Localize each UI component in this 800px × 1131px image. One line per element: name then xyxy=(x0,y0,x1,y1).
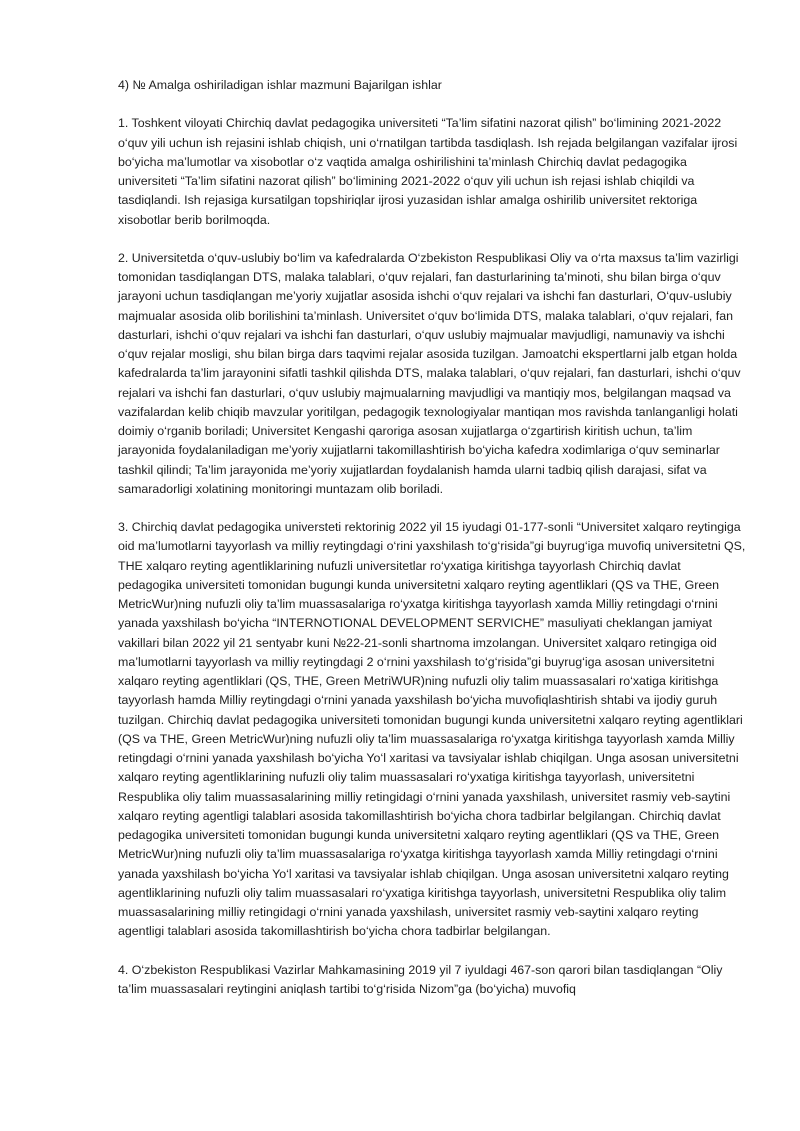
paragraph-4: 4. O‘zbekiston Respublikasi Vazirlar Mahkamasining 2019 yil 7 iyuldagi 467-son qarori bilan tasdiqlangan “Oliy ta’lim muassasalari reytingini aniqlash tartibi to‘g‘risida Nizom”ga (bo‘yicha) muvofiq xyxy=(118,962,723,996)
section-heading: 4) № Amalga oshiriladigan ishlar mazmuni Bajarilgan ishlar xyxy=(118,78,442,92)
paragraph-3: 3. Chirchiq davlat pedagogika universteti rektorinig 2022 yil 15 iyudagi 01-177-sonli “Universitet xalqaro reytingiga oid ma’lumotlarni tayyorlash va milliy reytingdagi o‘rini yaxshilash to‘g‘risida”gi buyrug‘iga muvofiq universitetni QS, THE xalqaro reyting agentliklarining nufuzli universitetlar ro‘yxatiga kiritishga tayyorlash Chirchiq davlat pedagogika universiteti tomonidan bugungi kunda universitetni xalqaro reyting agentliklari (QS va THE, Green MetricWur)ning nufuzli oliy ta’lim muassasalariga ro‘yxatga kiritishga tayyorlash xamda Milliy retingdagi o‘rnini yanada yaxshilash bo‘yicha “INTERNOTIONAL DEVELOPMENT SERVICHE” masuliyati cheklangan jamiyat vakillari bilan 2022 yil 21 sentyabr kuni №22-21-sonli shartnoma imzolangan. Universitet xalqaro retingiga oid ma’lumotlarni tayyorlash va milliy reytingdagi 2 o‘rnini yaxshilash to‘g‘risida”gi buyrug‘iga asosan universitetni xalqaro reyting agentliklari (QS, THE, Green MetriWUR)ning nufuzli oliy talim muassasalari ro‘xatiga kiritishga tayyorlash hamda Milliy reytingdagi o‘rnini yanada yaxshilash bo‘yicha muvofiqlashtirish shtabi va ijodiy guruh tuzilgan. Chirchiq davlat pedagogika universiteti tomonidan bugungi kunda universitetni xalqaro reyting agentliklari (QS va THE, Green MetricWur)ning nufuzli oliy ta’lim muassasalariga ro‘yxatga kiritishga tayyorlash xamda Milliy retingdagi o‘rnini yanada yaxshilash bo‘yicha Yo‘l xaritasi va tavsiyalar ishlab chiqilgan. Unga asosan universitetni xalqaro reyting agentliklarining nufuzli oliy talim muassasalari ro‘yxatiga kiritishga tayyorlash, universitetni Respublika oliy talim muassasalarining milliy retingidagi o‘rnini yanada yaxshilash, universitet rasmiy veb-saytini xalqaro reyting agentligi talablari asosida takomillashtirish bo‘yicha chora tadbirlar belgilangan. Chirchiq davlat pedagogika universiteti tomonidan bugungi kunda universitetni xalqaro reyting agentliklari (QS va THE, Green MetricWur)ning nufuzli oliy ta’lim muassasalariga ro‘yxatga kiritishga tayyorlash xamda Milliy retingdagi o‘rnini yanada yaxshilash bo‘yicha Yo‘l xaritasi va tavsiyalar ishlab chiqilgan. Unga asosan universitetni xalqaro reyting agentliklarining nufuzli oliy talim muassasalari ro‘yxatiga kiritishga tayyorlash, universitetni Respublika oliy talim muassasalarining milliy retingidagi o‘rnini yanada yaxshilash, universitet rasmiy veb-saytini xalqaro reyting agentligi talablari asosida takomillashtirish bo‘yicha chora tadbirlar belgilangan. xyxy=(118,520,746,939)
document-page xyxy=(118,76,748,1018)
paragraph-1: 1. Toshkent viloyati Chirchiq davlat pedagogika universiteti “Ta’lim sifatini nazorat qilish” bo‘limining 2021-2022 o‘quv yili uchun ish rejasini ishlab chiqish, uni o‘rnatilgan tartibda tasdiqlash. Ish rejada belgilangan vazifalar ijrosi bo‘yicha ma’lumotlar va xisobotlar o‘z vaqtida amalga oshirilishini ta’minlash Chirchiq davlat pedagogika universiteti “Ta’lim sifatini nazorat qilish” bo‘limining 2021-2022 o‘quv yili uchun ish rejasi ishlab chiqildi va tasdiqlandi. Ish rejasiga kursatilgan topshiriqlar ijrosi yuzasidan ishlar amalga oshirilib universitet rektoriga xisobotlar berib borilmoqda. xyxy=(118,116,738,227)
paragraph-2: 2. Universitetda o‘quv-uslubiy bo‘lim va kafedralarda O‘zbekiston Respublikasi Oliy va o‘rta maxsus ta’lim vazirligi tomonidan tasdiqlangan DTS, malaka talablari, o‘quv rejalari, fan dasturlarining ta’minoti, shu bilan birga o‘quv jarayoni uchun tasdiqlangan me’yoriy xujjatlar asosida ishchi o‘quv rejalari va ishchi fan dasturlari, O‘quv-uslubiy majmualar asosida olib borilishini ta’minlash. Universitet o‘quv bo‘limida DTS, malaka talablari, o‘quv rejalari, fan dasturlari, ishchi o‘quv rejalari va ishchi fan dasturlari, o‘quv uslubiy majmualar mavjudligi, namunaviy va ishchi o‘quv rejalar mosligi, shu bilan birga dars taqvimi rejalar asosida tuzilgan. Jamoatchi ekspertlarni jalb etgan holda kafedralarda ta’lim jarayonini sifatli tashkil qilishda DTS, malaka talablari, o‘quv rejalari, fan dasturlari, ishchi o‘quv rejalari va ishchi fan dasturlari, o‘quv uslubiy majmualarning mavjudligi va mantiqiy mos, belgilangan maqsad va vazifalardan kelib chiqib mavzular yoritilgan, pedagogik texnologiyalar mantiqan mos ravishda tanlanganligi holati doimiy o‘rganib boriladi; Universitet Kengashi qaroriga asosan xujjatlarga o‘zgartirish kiritish uchun, ta’lim jarayonida foydalaniladigan me’yoriy xujjatlarni takomillashtirish bo‘yicha kafedra xodimlariga o‘quv seminarlar tashkil qilindi; Ta’lim jarayonida me’yoriy xujjatlardan foydalanish hamda ularni tadbiq qilish darajasi, sifat va samaradorligi xolatining monitoringi muntazam olib boriladi. xyxy=(118,250,741,496)
